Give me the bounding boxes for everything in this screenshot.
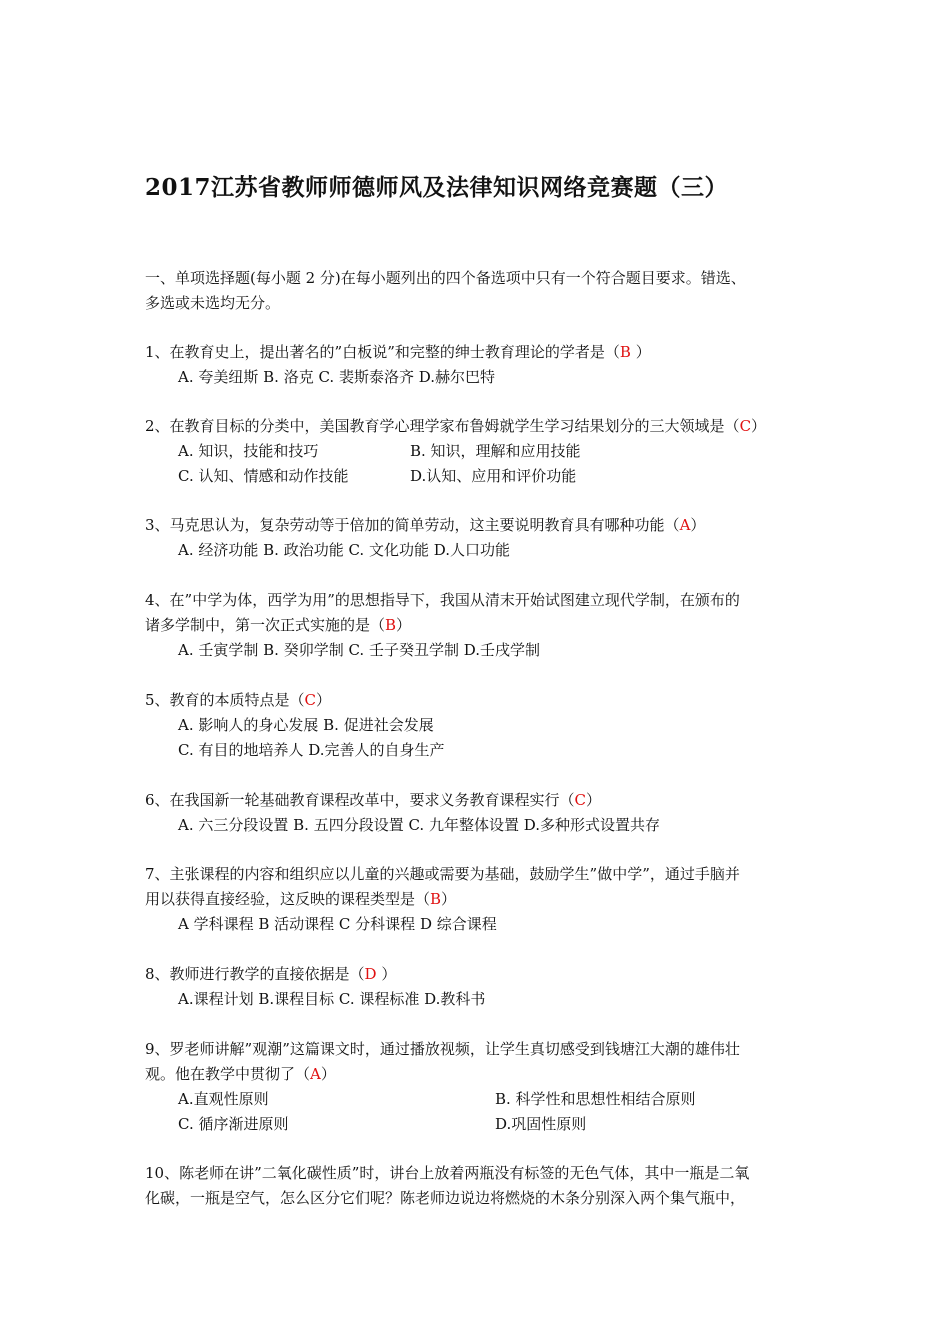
question-9-option-c: C. 循序渐进原则 [178, 1115, 289, 1133]
question-5-answer: C [304, 691, 317, 709]
question-2-option-d: D.认知、应用和评价功能 [410, 467, 577, 485]
question-3-stem: 3、马克思认为，复杂劳动等于倍加的简单劳动，这主要说明教育具有哪种功能（A） [145, 516, 706, 534]
question-2-option-c: C. 认知、情感和动作技能 [178, 467, 349, 485]
question-1-stem: 1、在教育史上，提出著名的”白板说”和完整的绅士教育理论的学者是（B ） [145, 343, 651, 361]
question-5-stem: 5、教育的本质特点是（C） [145, 691, 332, 709]
question-2-option-b: B. 知识，理解和应用技能 [410, 442, 581, 460]
question-9-option-a: A.直观性原则 [178, 1090, 269, 1108]
question-4-stem-line1: 4、在”中学为体，西学为用”的思想指导下，我国从清末开始试图建立现代学制，在颁布的 [145, 591, 740, 609]
question-7-stem-line2: 用以获得直接经验，这反映的课程类型是（B） [145, 890, 457, 908]
question-2-option-a: A. 知识，技能和技巧 [178, 442, 319, 460]
question-9-stem-line1: 9、罗老师讲解”观潮”这篇课文时，通过播放视频，让学生真切感受到钱塘江大潮的雄伟壮 [145, 1040, 740, 1058]
question-4-options: A. 壬寅学制 B. 癸卯学制 C. 壬子癸丑学制 D.壬戌学制 [178, 641, 540, 659]
question-9-answer: A [310, 1065, 321, 1083]
question-7-answer: B [430, 890, 442, 908]
question-9-option-d: D.巩固性原则 [495, 1115, 587, 1133]
question-8-options: A.课程计划 B.课程目标 C. 课程标准 D.教科书 [178, 990, 486, 1008]
question-6-stem: 6、在我国新一轮基础教育课程改革中，要求义务教育课程实行（C） [145, 791, 602, 809]
question-3-options: A. 经济功能 B. 政治功能 C. 文化功能 D.人口功能 [178, 541, 510, 559]
question-9-stem-line2: 观。他在教学中贯彻了（A） [145, 1065, 336, 1083]
question-5-options-line2: C. 有目的地培养人 D.完善人的自身生产 [178, 741, 445, 759]
question-1-options: A. 夸美纽斯 B. 洛克 C. 裴斯泰洛齐 D.赫尔巴特 [178, 368, 495, 386]
question-7-options: A 学科课程 B 活动课程 C 分科课程 D 综合课程 [178, 915, 497, 933]
question-2-answer: C [739, 417, 752, 435]
question-4-stem-line2: 诸多学制中，第一次正式实施的是（B） [145, 616, 412, 634]
question-3-answer: A [679, 516, 691, 534]
question-7-stem-line1: 7、主张课程的内容和组织应以儿童的兴趣或需要为基础，鼓励学生”做中学”，通过手脑并 [145, 865, 740, 883]
question-1-answer: B [619, 343, 631, 361]
question-9-option-b: B. 科学性和思想性相结合原则 [495, 1090, 696, 1108]
section-intro-line2: 多选或未选均无分。 [145, 294, 281, 312]
question-2-stem: 2、在教育目标的分类中，美国教育学心理学家布鲁姆就学生学习结果划分的三大领域是（C） [145, 417, 767, 435]
question-6-answer: C [574, 791, 587, 809]
question-8-stem: 8、教师进行教学的直接依据是（D ） [145, 965, 397, 983]
question-4-answer: B [385, 616, 397, 634]
question-6-options: A. 六三分段设置 B. 五四分段设置 C. 九年整体设置 D.多种形式设置共存 [178, 816, 660, 834]
question-5-options-line1: A. 影响人的身心发展 B. 促进社会发展 [178, 716, 434, 734]
section-intro-line1: 一、单项选择题(每小题 2 分)在每小题列出的四个备选项中只有一个符合题目要求。错选、 [145, 269, 746, 287]
question-10-stem-line1: 10、陈老师在讲”二氧化碳性质”时，讲台上放着两瓶没有标签的无色气体，其中一瓶是二氧 [145, 1164, 750, 1182]
question-10-stem-line2: 化碳，一瓶是空气，怎么区分它们呢？陈老师边说边将燃烧的木条分别深入两个集气瓶中， [145, 1189, 746, 1207]
document-title: 2017江苏省教师师德师风及法律知识网络竞赛题（三） [145, 174, 729, 201]
question-8-answer: D [364, 965, 377, 983]
